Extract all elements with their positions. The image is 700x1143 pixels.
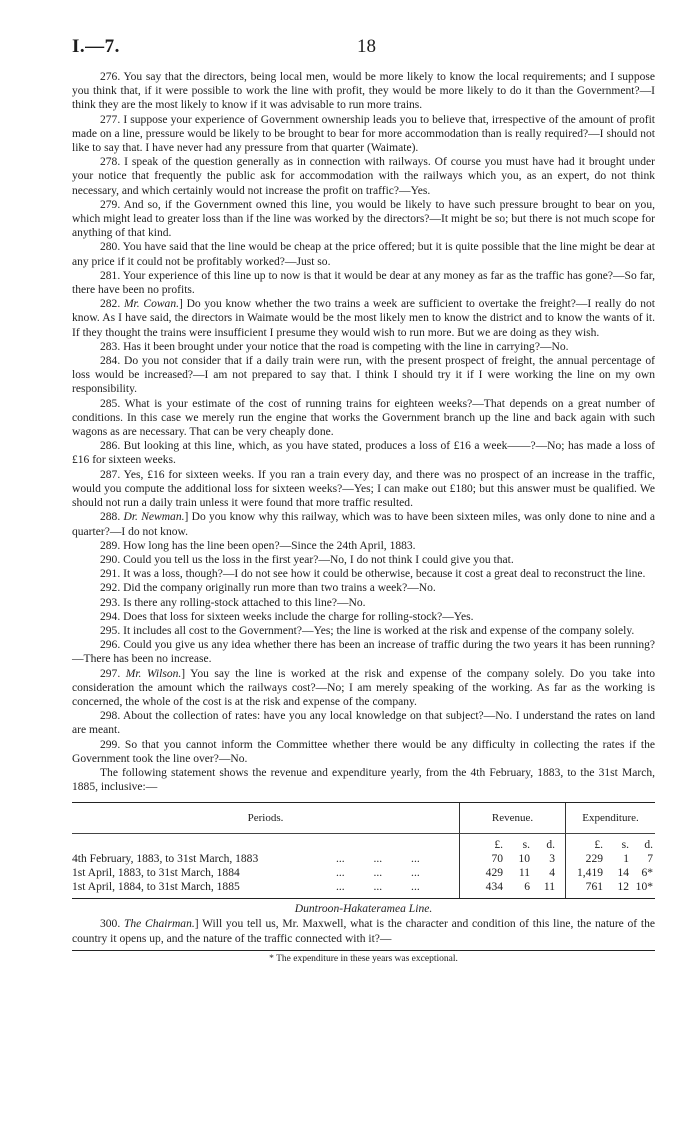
evidence-paragraph: 283. Has it been brought under your notice that the road is competing with the line in carrying?—No. [100,340,569,353]
speaker-name: Mr. Wilson. [125,667,182,680]
footnote-rule [72,950,655,951]
evidence-paragraph: 286. But looking at this line, which, as you have stated, produces a loss of £16 a week——?—No; has made a loss of £16 for sixteen weeks. [72,440,655,467]
page-header [72,36,655,66]
revenue-expenditure-table [72,802,655,899]
evidence-paragraph: 298. About the collection of rates: have you any local knowledge on that subject?—No. I understand the rates on land are meant. [72,710,655,737]
expenditure-amount: 229 1 7 [585,853,653,866]
revenue-amount: 70 10 3 [491,853,555,866]
evidence-paragraph: 295. It includes all cost to the Government?—Yes; the line is worked at the risk and expense of the company solely. [100,624,635,637]
leader-dots: ... ... ... [336,881,420,894]
evidence-paragraph: 280. You have said that the line would be cheap at the price offered; but it is quite possible that the line might be dear at any price if it could not be profitably worked?—Just so. [72,241,655,268]
expenditure-cell [566,834,656,899]
evidence-paragraph: 282. Mr. Cowan.] Do you know whether the two trains a week are sufficient to overtake the freight?—I really do not know. As I have said, the directors in Waimate would be the most likely men to know the district and to know the wants of it. If they thought the trains were insufficient I presume they would wish to run more. But we are doing as they wish. [72,298,655,339]
evidence-text [72,70,655,794]
expenditure-amount: 761 12 10* [585,881,653,894]
period-label: 1st April, 1883, to 31st March, 1884 [72,867,240,880]
revenue-amount: 429 11 4 [485,867,555,880]
evidence-paragraph: 290. Could you tell us the loss in the first year?—No, I do not think I could give you that. [100,553,514,566]
header-revenue: Revenue. [460,803,566,834]
header-expenditure: Expenditure. [566,803,656,834]
table-row [72,852,459,866]
evidence-paragraph: 297. Mr. Wilson.] You say the line is worked at the risk and expense of the company solely. Do you take into consideration the amount which the railways cost?—No; I am merely speaking of the working. As far as the working is concerned, the whole of the cost is at the risk and expense of the company. [72,667,656,708]
evidence-paragraph: 296. Could you give us any idea whether there has been an increase of traffic during the two years it has been running?—There has been no increase. [72,639,655,666]
evidence-paragraph: 279. And so, if the Government owned this line, you would be likely to have such pressure brought to bear on you, which might lead to greater loss than if the line was worked by the directors?—It might be so; but there is not much scope for anything of that kind. [72,198,655,240]
page-number: 18 [357,36,376,57]
footnote: * The expenditure in these years was exceptional. [269,953,458,964]
period-label: 4th February, 1883, to 31st March, 1883 [72,853,259,866]
evidence-paragraph: 293. Is there any rolling-stock attached to this line?—No. [100,596,366,609]
speaker-name: Mr. Cowan. [123,298,179,311]
closing-paragraph: 300. The Chairman.] Will you tell us, Mr. Maxwell, what is the character and condition of this line, the nature of the country it opens up, and the nature of the traffic connected with it?— [72,918,655,945]
evidence-paragraph: 294. Does that loss for sixteen weeks include the charge for rolling-stock?—Yes. [100,610,474,623]
evidence-paragraph: 281. Your experience of this line up to now is that it would be dear at any money as far as the traffic has gone?—So far, there have been no profits. [72,269,655,297]
evidence-paragraph: 292. Did the company originally run more than two trains a week?—No. [100,582,436,595]
revenue-units: £. s. d. [494,839,555,852]
speaker-name: The Chairman. [123,918,195,931]
period-label: 1st April, 1884, to 31st March, 1885 [72,881,240,894]
evidence-paragraph: 291. It was a loss, though?—I do not see how it could be otherwise, because it cost a great deal to reconstruct the line. [100,568,646,581]
evidence-paragraph: The following statement shows the revenue and expenditure yearly, from the 4th February, 1883, to the 31st March, 1885, inclusive:— [72,766,655,794]
evidence-paragraph: 289. How long has the line been open?—Since the 24th April, 1883. [100,539,416,552]
evidence-paragraph: 299. So that you cannot inform the Committee whether there would be any difficulty in collecting the rates if the Government took the line over?—No. [72,738,655,765]
leader-dots: ... ... ... [336,867,420,880]
leader-dots: ... ... ... [336,853,420,866]
section-title: Duntroon-Hakateramea Line. [294,903,433,916]
expenditure-units: £. s. d. [594,839,653,852]
evidence-paragraph: 277. I suppose your experience of Government ownership leads you to believe that, irrespective of the amount of profit made on a line, pressure would be likely to be brought to bear for more accommodation than is really required?—I should not like to say that. I have never had any pressure from that quarter (Waimate). [72,113,655,155]
header-periods: Periods. [72,803,460,834]
evidence-paragraph: 284. Do you not consider that if a daily train were run, with the present prospect of freight, the annual percentage of loss would be increased?—I am not prepared to say that. I think I should try it if I were working the line on my own responsibility. [72,355,655,396]
evidence-paragraph: 276. You say that the directors, being local men, would be more likely to know the local requirements; and I suppose you think that, if it were possible to work the line with profit, they would be more likely to do it than the Government?—I think they are the most likely to know if it was advisable to run more trains. [72,71,655,112]
table-row [72,880,459,894]
revenue-amount: 434 6 11 [485,881,555,894]
evidence-paragraph: 278. I speak of the question generally as in connection with railways. Of course you must have had it brought under your notice that frequently the public ask for accommodation with the railways which you, as an expert, do not think necessary, and which certainly would not increase the profit on traffic?—Yes. [72,156,655,197]
expenditure-amount: 1,419 14 6* [577,867,653,880]
periods-cell [72,834,460,899]
revenue-cell [460,834,566,899]
evidence-paragraph: 287. Yes, £16 for sixteen weeks. If you ran a train every day, and there was no prospect of an increase in the traffic, would you compute the additional loss for sixteen weeks?—Yes; I can make out £180; but this answer must be qualified. We should not run a daily train unless it were found that more traffic resulted. [72,468,655,510]
table-row [72,866,459,880]
evidence-paragraph: 288. Dr. Newman.] Do you know why this railway, which was to have been sixteen miles, was only done to nine and a quarter?—I do not know. [72,511,656,538]
evidence-paragraph: 285. What is your estimate of the cost of running trains for eighteen weeks?—That depends on a great number of conditions. In this case we merely run the engine that works the Government branch up the line and back again with such wagons as are necessary. That can be very cheaply done. [72,397,655,439]
parliamentary-paper-ref: I.—7. [72,36,120,57]
speaker-name: Dr. Newman. [123,511,185,524]
